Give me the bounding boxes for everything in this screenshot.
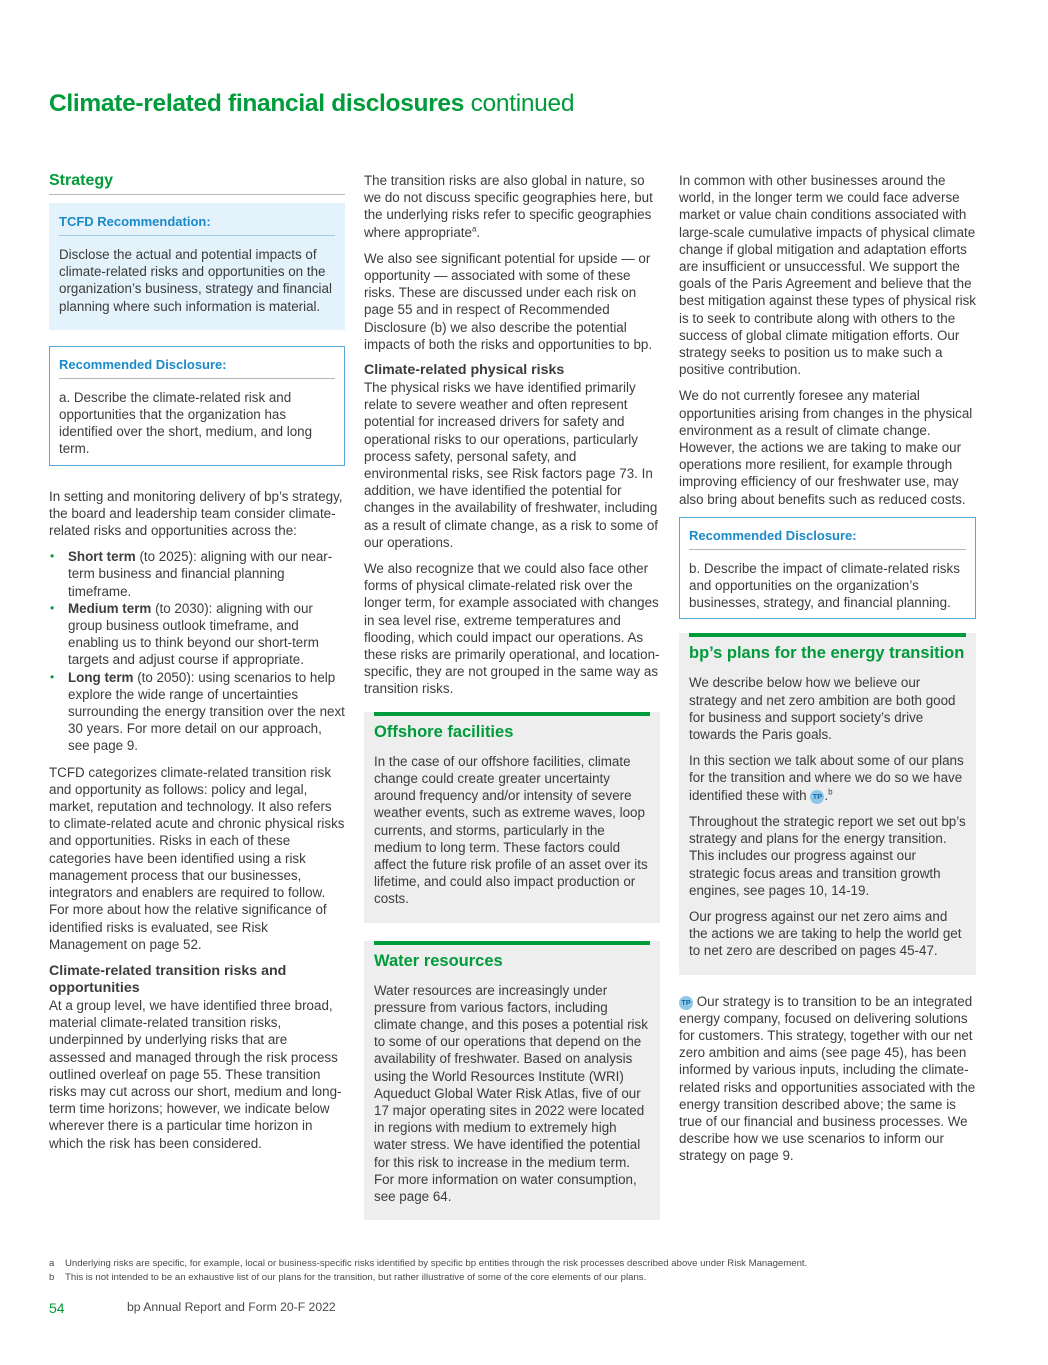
page-number: 54 (49, 1300, 65, 1316)
tcfd-recommendation-box (49, 203, 345, 330)
footnote-b-text: This is not intended to be an exhaustive list of our plans for the transition, but rather illustrative of some of the core elements of our plans. (65, 1272, 647, 1283)
physical-risks-paragraph: The physical risks we have identified primarily relate to severe weather and often represent potential for increased drivers for safety and operational risks to our operations, particularly process safety, personal safety, and environmental risks, see Risk factors page 73. In addition, we have identified the potential for changes in the availability of freshwater, including as a result of climate change, as a risk to some of our operations. (364, 380, 658, 550)
footnote-a (49, 1258, 807, 1269)
term-long: Long term (68, 669, 134, 685)
strategy-transition-paragraph (679, 993, 976, 1165)
time-horizon-list (49, 548, 345, 754)
title-main: Climate-related financial disclosures (49, 90, 465, 117)
plans-paragraph-2-text: In this section we talk about some of our plans for the transition and where we do so we have identified these with (689, 753, 964, 803)
water-resources-box (364, 941, 660, 1221)
strategy-transition-text: Our strategy is to transition to be an integrated energy company, focused on delivering solutions for customers. This strategy, together with our net zero ambition and aims (see page 45), has been informed by various inputs, including the climate-related risks and opportunities associated with the energy transition described above; the same is true of our financial and business processes. We describe how we use scenarios to inform our strategy on page 9. (679, 993, 976, 1164)
footnote-b (49, 1272, 646, 1283)
transition-risks-heading: Climate-related transition risks and opportunities (49, 962, 287, 996)
physical-risks-heading: Climate-related physical risks (364, 362, 565, 379)
recommended-disclosure-b-text: b. Describe the impact of climate-related risks and opportunities on the organization’s businesses, strategy, and financial planning. (689, 560, 960, 611)
tcfd-recommendation-text: Disclose the actual and potential impacts of climate-related risks and opportunities on the organization’s business, strategy and financial planning where such information is material. (59, 247, 332, 314)
column-middle (364, 172, 660, 1220)
section-heading-strategy: Strategy (49, 172, 345, 195)
recommended-disclosure-b-box (679, 517, 976, 620)
list-item (49, 548, 345, 600)
column-right (679, 172, 976, 1174)
footnote-b-label: b (49, 1272, 55, 1283)
list-item (49, 600, 345, 669)
global-risks-text: The transition risks are also global in nature, so we do not discuss specific geographies here, but the underlying risks refer to specific geographies where appropriate (364, 173, 653, 240)
title-suffix: continued (470, 90, 575, 117)
recommended-disclosure-a-title: Recommended Disclosure: (59, 356, 335, 379)
transition-plan-icon: TP (679, 996, 693, 1010)
term-short-text: (to 2025): aligning with our near-term business and financial planning timeframe. (68, 549, 333, 599)
list-item (49, 669, 345, 755)
energy-transition-plans-box (679, 633, 976, 974)
offshore-facilities-title: Offshore facilities (374, 712, 650, 753)
tcfd-recommendation-title: TCFD Recommendation: (59, 213, 335, 236)
report-name: bp Annual Report and Form 20-F 2022 (127, 1300, 336, 1314)
recommended-disclosure-b-title: Recommended Disclosure: (689, 527, 966, 550)
intro-paragraph: In setting and monitoring delivery of bp’s strategy, the board and leadership team consider climate-related risks and opportunities across the: (49, 488, 343, 539)
adverse-conditions-paragraph: In common with other businesses around the world, in the longer term we could face adverse market or value chain conditions associated with large-scale cumulative impacts of physical climate change if global mitigation and adaptation efforts are insufficient or unsuccessful. We support the goals of the Paris Agreement and believe that the best mitigation against these types of physical risk is to seek to contribute along with others to the success of global climate mitigation efforts. Our strategy seeks to position us to make such a positive contribution. (679, 173, 976, 378)
transition-plan-icon: TP (810, 790, 824, 804)
opportunities-paragraph: We do not currently foresee any material opportunities arising from changes in the physical environment as a result of climate change. However, the actions we are taking to make our operations more resilient, for example through improving efficiency of our freshwater use, may also bring about benefits such as reduced costs. (679, 388, 973, 507)
water-resources-text: Water resources are increasingly under pressure from various factors, including climate change, and this poses a potential risk to some of our operations that depend on the availability of freshwater. Based on analysis using the World Resources Institute (WRI) Aqueduct Global Water Risk Atlas, five of our 17 major operating sites in 2022 were located in regions with medium to extremely high water stress. We have identified the potential for this risk to increase in the medium term. For more information on water consumption, see page 64. (374, 982, 648, 1204)
plans-paragraph-4: Our progress against our net zero aims and the actions we are taking to help the world get to net zero are described on pages 45-47. (689, 908, 962, 959)
footnote-a-text: Underlying risks are specific, for example, local or business-specific risks identified by specific bp entities through the risk processes described above under Risk Management. (65, 1258, 808, 1269)
column-left (49, 172, 345, 1161)
transition-risks-paragraph: At a group level, we have identified three broad, material climate-related transition risks, underpinned by underlying risks that are assessed and managed through the risk process outlined overleaf on page 55. These transition risks may cut across our short, medium and long-term time horizons; however, we indicate below wherever there is a particular time horizon in which the risk has been considered. (49, 997, 342, 1151)
plans-paragraph-1: We describe below how we believe our strategy and net zero ambition are both good for business and support society’s drive towards the Paris goals. (689, 675, 956, 743)
other-physical-risks-paragraph: We also recognize that we could also face other forms of physical climate-related risk over the longer term, for example associated with changes in sea level rise, extreme temperatures and flooding, which could impact our operations. As these risks are primarily operational, and location-specific, they are not grouped in the same way as transition risks. (364, 561, 660, 697)
global-risks-end: . (476, 224, 481, 240)
tcfd-categories-paragraph: TCFD categorizes climate-related transition risk and opportunity as follows: policy and legal, market, reputation and technology. It also refers to climate-related acute and chronic physical risks and opportunities. Risks in each of these categories have been identified using a risk management process that our businesses, integrators and enablers are required to follow. For more about how the relative significance of identified risks is evaluated, see Risk Management on page 52. (49, 764, 345, 952)
offshore-facilities-box (364, 712, 660, 923)
recommended-disclosure-a-box (49, 346, 345, 466)
plans-paragraph-2: In this section we talk about some of our plans for the transition and where we do so we have identified these with TP .$^b$ (689, 753, 964, 803)
energy-transition-plans-title: bp’s plans for the energy transition (689, 633, 966, 674)
footnote-ref-b: b (828, 787, 833, 797)
term-short: Short term (68, 549, 136, 565)
upside-paragraph: We also see significant potential for upside — or opportunity — associated with some of these risks. These are discussed under each risk on page 55 and in respect of Recommended Disclosure (b) we also describe the potential impacts of both the risks and opportunities to bp. (364, 250, 653, 352)
footnote-a-label: a (49, 1258, 55, 1269)
page-title (49, 90, 574, 118)
recommended-disclosure-a-text: a. Describe the climate-related risk and opportunities that the organization has identified over the short, medium, and long term. (59, 389, 313, 457)
water-resources-title: Water resources (374, 941, 650, 982)
term-medium: Medium term (68, 600, 152, 616)
term-medium-text: (to 2030): aligning with our group business outlook timeframe, and enabling us to think beyond our short-term targets and adjust course if appropriate. (68, 600, 319, 668)
footnote-ref-a: a (471, 224, 477, 234)
plans-paragraph-3: Throughout the strategic report we set out bp’s strategy and plans for the energy transition. This includes our progress against our strategic focus areas and transition growth engines, see pages 10, 14-19. (689, 813, 966, 898)
global-risks-paragraph (364, 172, 660, 241)
term-long-text: (to 2050): using scenarios to help explore the wide range of uncertainties surrounding the energy transition over the next 30 years. For more detail on our approach, see page 9. (68, 669, 345, 754)
offshore-facilities-text: In the case of our offshore facilities, climate change could create greater uncertainty around frequency and/or intensity of severe weather events, such as extreme waves, loop currents, and storms, particularly in the medium to long term. These factors could affect the future risk profile of an asset over its lifetime, and could also impact production or costs. (374, 753, 648, 907)
